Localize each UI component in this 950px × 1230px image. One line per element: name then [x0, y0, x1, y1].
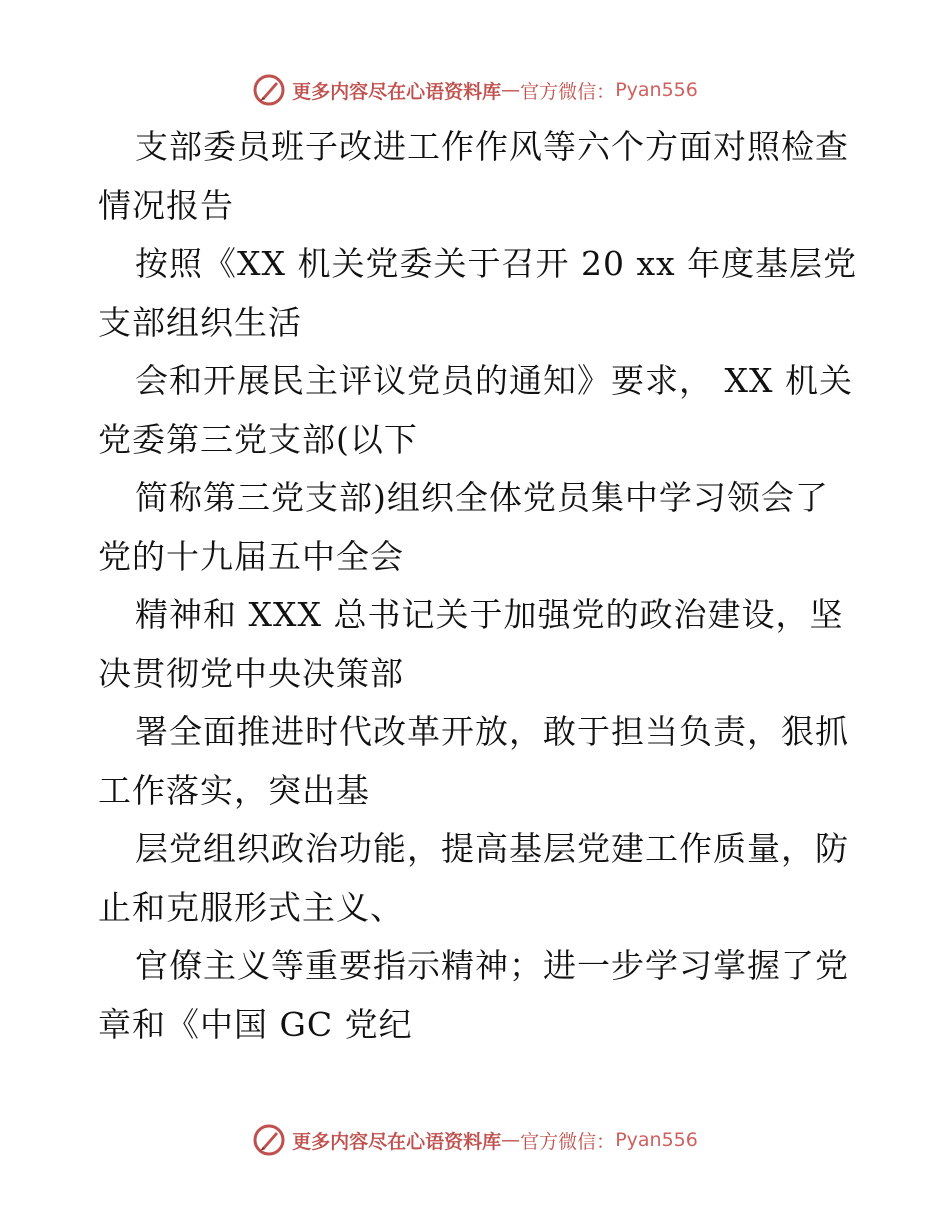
footer-banner	[0, 1120, 950, 1160]
body-line: 署全面推进时代改革开放，敢于担当负责，狠抓	[135, 712, 849, 751]
body-line: 党的十九届五中全会	[98, 536, 404, 576]
body-line: 层党组织政治功能，提高基层党建工作质量，防	[135, 829, 849, 868]
body-line: 情况报告	[98, 185, 234, 225]
body-line: 按照《XX 机关党委关于召开 20 xx 年度基层党	[135, 244, 858, 283]
site-name: 更多内容尽在心语资料库	[292, 1130, 502, 1153]
body-line: 支部委员班子改进工作作风等六个方面对照检查	[135, 127, 849, 166]
site-name: 更多内容尽在心语资料库	[292, 80, 502, 103]
quill-logo-icon	[252, 73, 286, 107]
banner-separator: —	[501, 79, 521, 101]
wechat-label: 官方微信：	[520, 80, 616, 103]
body-line: 精神和 XXX 总书记关于加强党的政治建设，坚	[135, 595, 844, 634]
body-line: 简称第三党支部)组织全体党员集中学习领会了	[135, 478, 829, 517]
body-line: 支部组织生活	[98, 302, 302, 342]
body-line: 工作落实，突出基	[98, 770, 370, 810]
quill-logo-icon	[252, 1123, 286, 1157]
wechat-label: 官方微信：	[520, 1130, 616, 1153]
header-banner	[0, 70, 950, 110]
body-line: 决贯彻党中央决策部	[98, 653, 404, 693]
body-line: 章和《中国 GC 党纪	[98, 1004, 413, 1044]
body-line: 官僚主义等重要指示精神；进一步学习掌握了党	[135, 946, 849, 985]
body-line: 止和克服形式主义、	[98, 887, 404, 927]
wechat-id: Pyan556	[615, 79, 698, 101]
body-line: 党委第三党支部(以下	[98, 419, 418, 459]
document-body	[98, 118, 858, 1054]
body-line: 会和开展民主评议党员的通知》要求， XX 机关	[135, 361, 853, 400]
banner-separator: —	[501, 1129, 521, 1151]
wechat-id: Pyan556	[615, 1129, 698, 1151]
